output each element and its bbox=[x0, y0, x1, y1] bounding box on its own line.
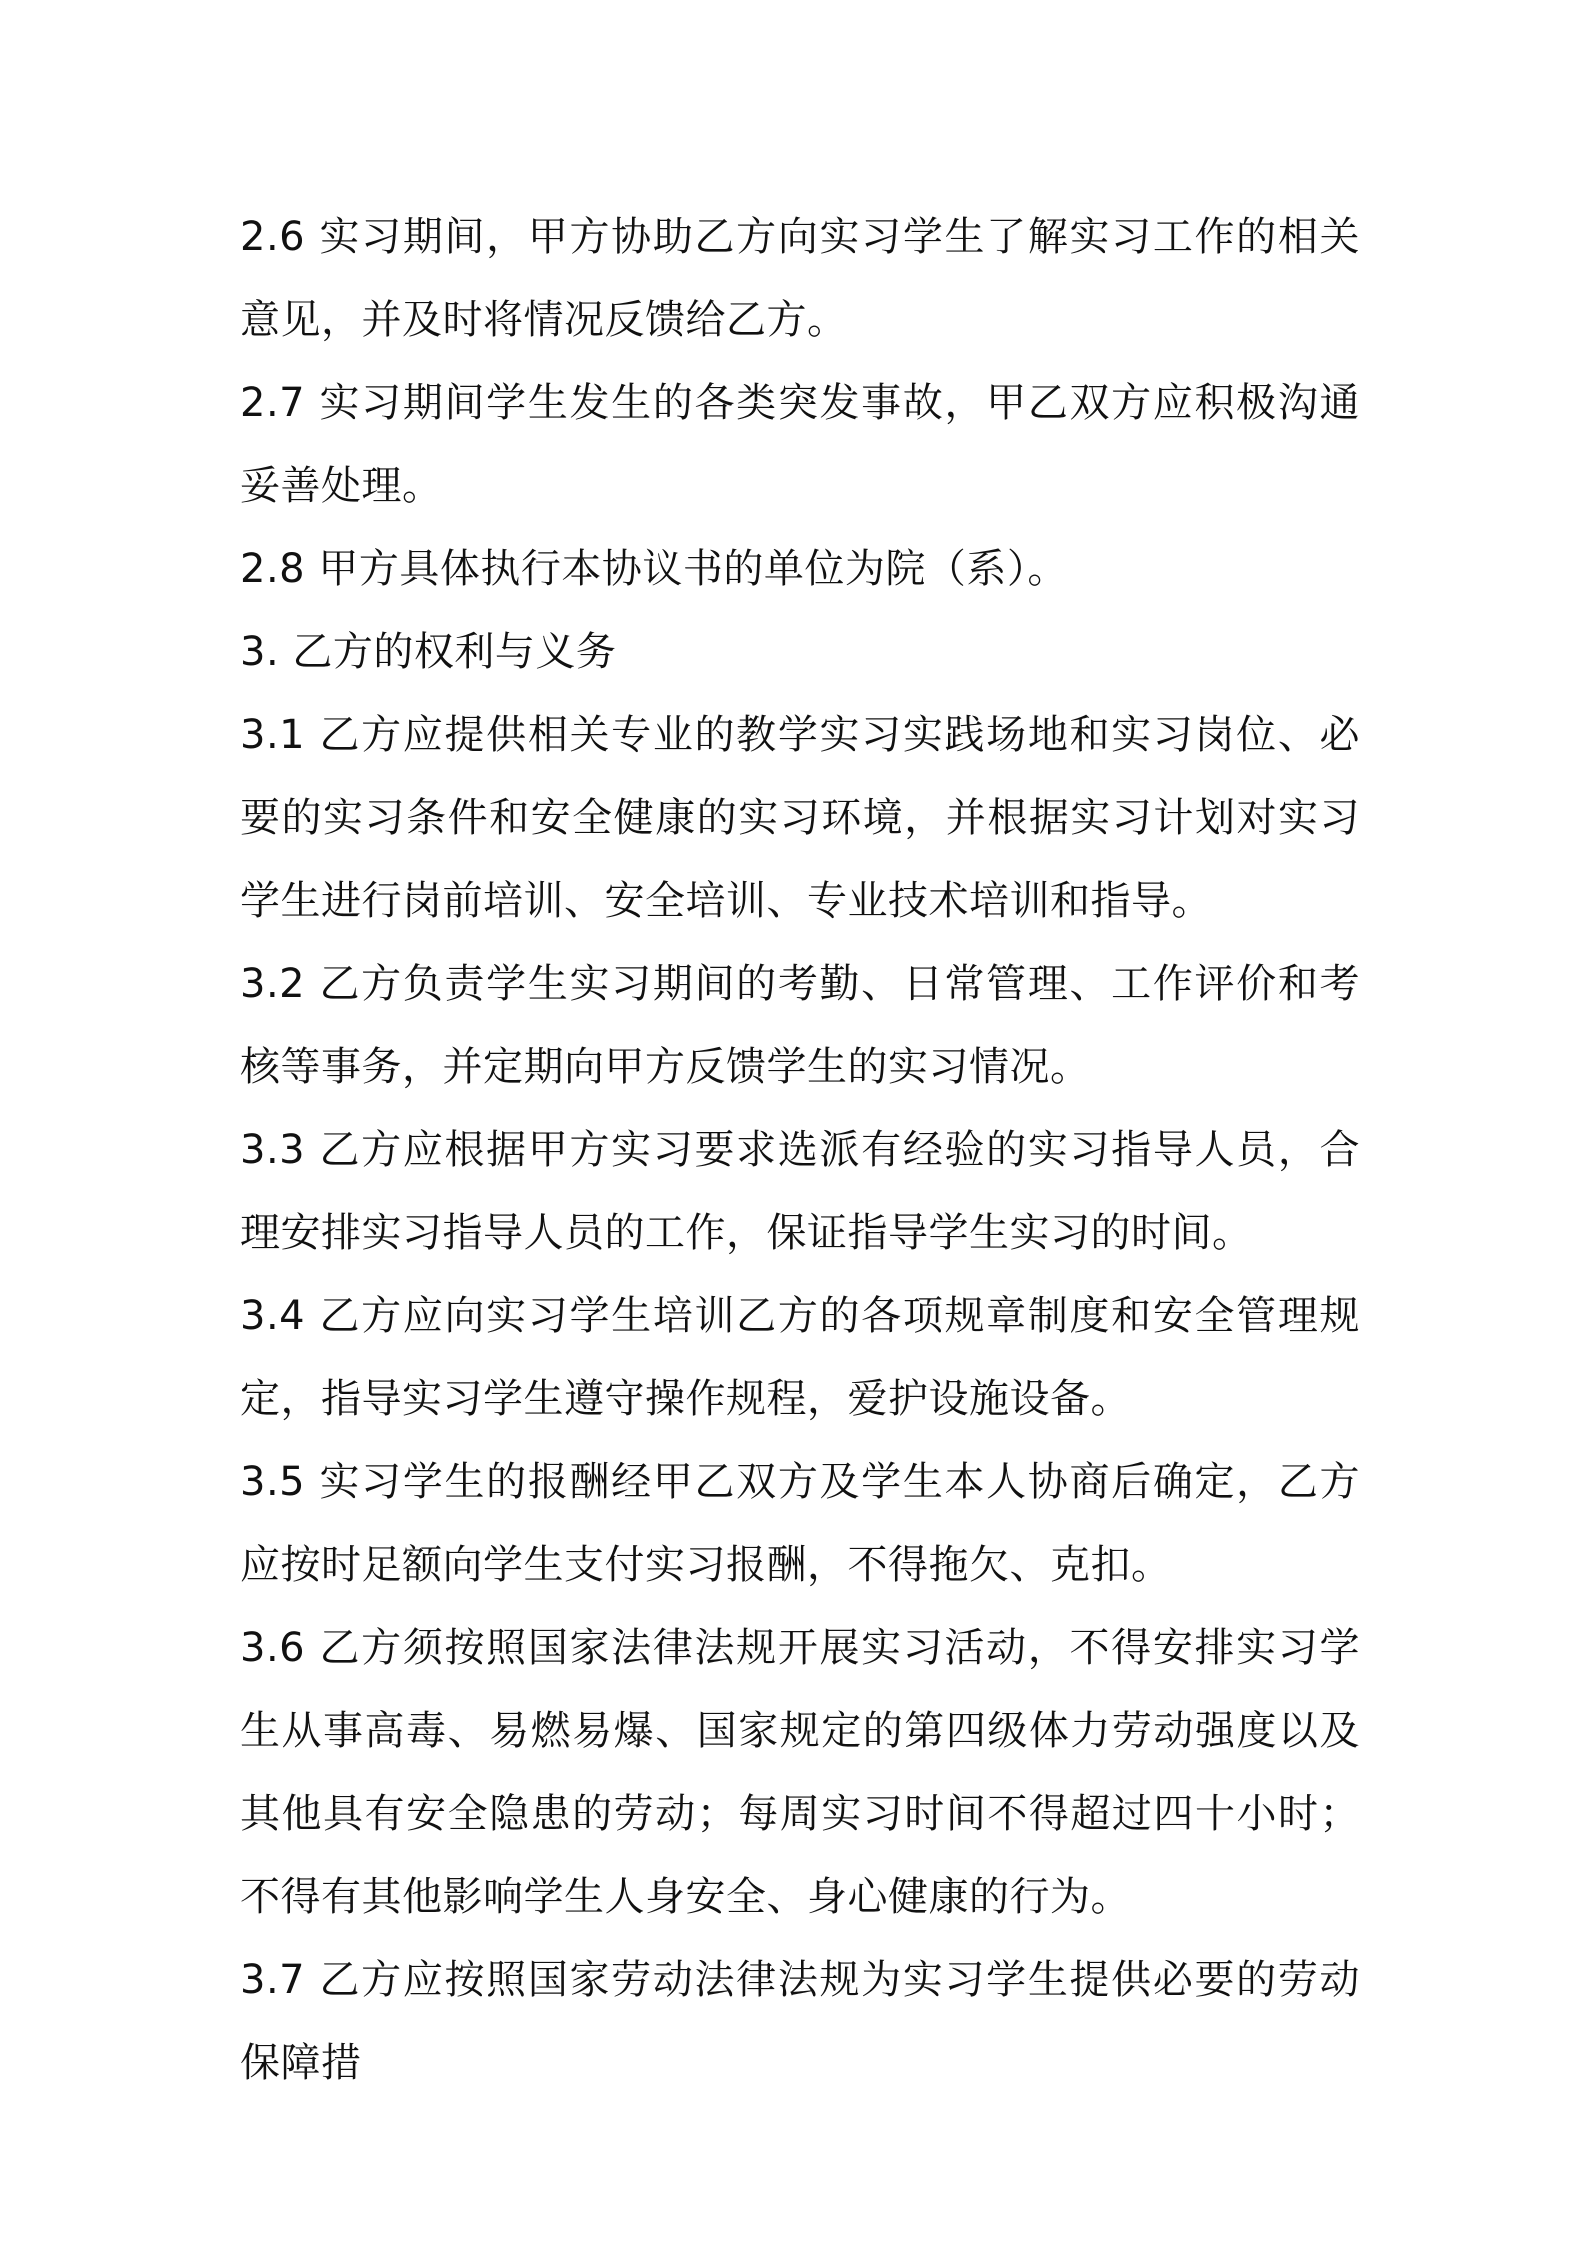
clause-3-1: 3.1 乙方应提供相关专业的教学实习实践场地和实习岗位、必要的实习条件和安全健康的实习环境，并根据实习计划对实习学生进行岗前培训、安全培训、专业技术培训和指导。 bbox=[240, 712, 1360, 924]
clause-3-2: 3.2 乙方负责学生实习期间的考勤、日常管理、工作评价和考核等事务，并定期向甲方反馈学生的实习情况。 bbox=[240, 961, 1360, 1090]
section-3-heading: 3. 乙方的权利与义务 bbox=[240, 629, 617, 675]
document-body bbox=[240, 196, 1360, 2105]
clause-2-6: 2.6 实习期间，甲方协助乙方向实习学生了解实习工作的相关意见，并及时将情况反馈给乙方。 bbox=[240, 214, 1360, 343]
clause-3-6: 3.6 乙方须按照国家法律法规开展实习活动，不得安排实习学生从事高毒、易燃易爆、国家规定的第四级体力劳动强度以及其他具有安全隐患的劳动；每周实习时间不得超过四十小时；不得有其他影响学生人身安全、身心健康的行为。 bbox=[240, 1625, 1360, 1920]
clause-2-7: 2.7 实习期间学生发生的各类突发事故，甲乙双方应积极沟通妥善处理。 bbox=[240, 380, 1360, 509]
clause-3-4: 3.4 乙方应向实习学生培训乙方的各项规章制度和安全管理规定，指导实习学生遵守操作规程，爱护设施设备。 bbox=[240, 1293, 1360, 1422]
clause-2-8: 2.8 甲方具体执行本协议书的单位为院（系）。 bbox=[240, 546, 1068, 592]
clause-3-3: 3.3 乙方应根据甲方实习要求选派有经验的实习指导人员，合理安排实习指导人员的工作，保证指导学生实习的时间。 bbox=[240, 1127, 1360, 1256]
clause-3-7: 3.7 乙方应按照国家劳动法律法规为实习学生提供必要的劳动保障措 bbox=[240, 1957, 1360, 2086]
clause-3-5: 3.5 实习学生的报酬经甲乙双方及学生本人协商后确定，乙方应按时足额向学生支付实习报酬，不得拖欠、克扣。 bbox=[240, 1459, 1360, 1588]
